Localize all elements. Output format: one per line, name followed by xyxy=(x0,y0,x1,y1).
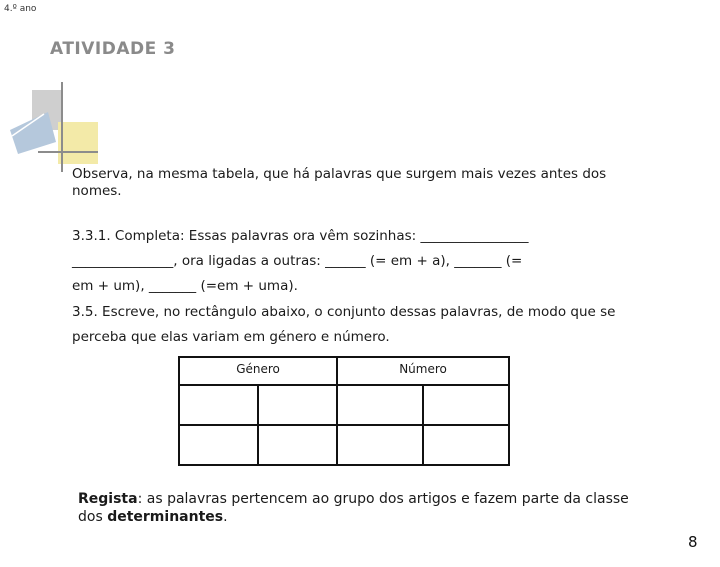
exercise-3-5-line-1: 3.5. Escreve, no rectângulo abaixo, o conjunto dessas palavras, de modo que se xyxy=(72,304,616,320)
note-text-a: : as palavras pertencem ao grupo dos artigos e fazem parte da classe dos xyxy=(78,491,629,525)
note-term: determinantes xyxy=(107,509,224,525)
table-cell[interactable] xyxy=(423,425,509,465)
gender-number-table xyxy=(178,356,510,466)
note-label: Regista xyxy=(78,491,138,507)
page-number: 8 xyxy=(688,533,698,551)
table-cell[interactable] xyxy=(258,385,337,425)
note-text-b: . xyxy=(223,509,228,525)
exercise-3-3-1-line-2: _______________, ora ligadas a outras: ______ (= em + a), _______ (= xyxy=(72,253,523,269)
header-numero: Número xyxy=(337,357,509,385)
table-cell[interactable] xyxy=(258,425,337,465)
header-genero: Género xyxy=(179,357,337,385)
page-title: ATIVIDADE 3 xyxy=(50,39,176,59)
exercise-3-3-1-line-1: 3.3.1. Completa: Essas palavras ora vêm sozinhas: ________________ xyxy=(72,228,529,244)
grade-label: 4.º ano xyxy=(4,4,37,14)
instruction-paragraph: Observa, na mesma tabela, que há palavras que surgem mais vezes antes dos nomes. xyxy=(72,166,607,199)
table-cell[interactable] xyxy=(423,385,509,425)
exercise-3-3-1-line-3: em + um), _______ (=em + uma). xyxy=(72,278,298,294)
table-cell[interactable] xyxy=(179,425,258,465)
table-cell[interactable] xyxy=(337,425,423,465)
note-paragraph xyxy=(78,490,638,526)
table-cell[interactable] xyxy=(337,385,423,425)
decorative-graphic xyxy=(8,82,98,172)
exercise-3-5-line-2: perceba que elas variam em género e número. xyxy=(72,329,390,345)
table-cell[interactable] xyxy=(179,385,258,425)
